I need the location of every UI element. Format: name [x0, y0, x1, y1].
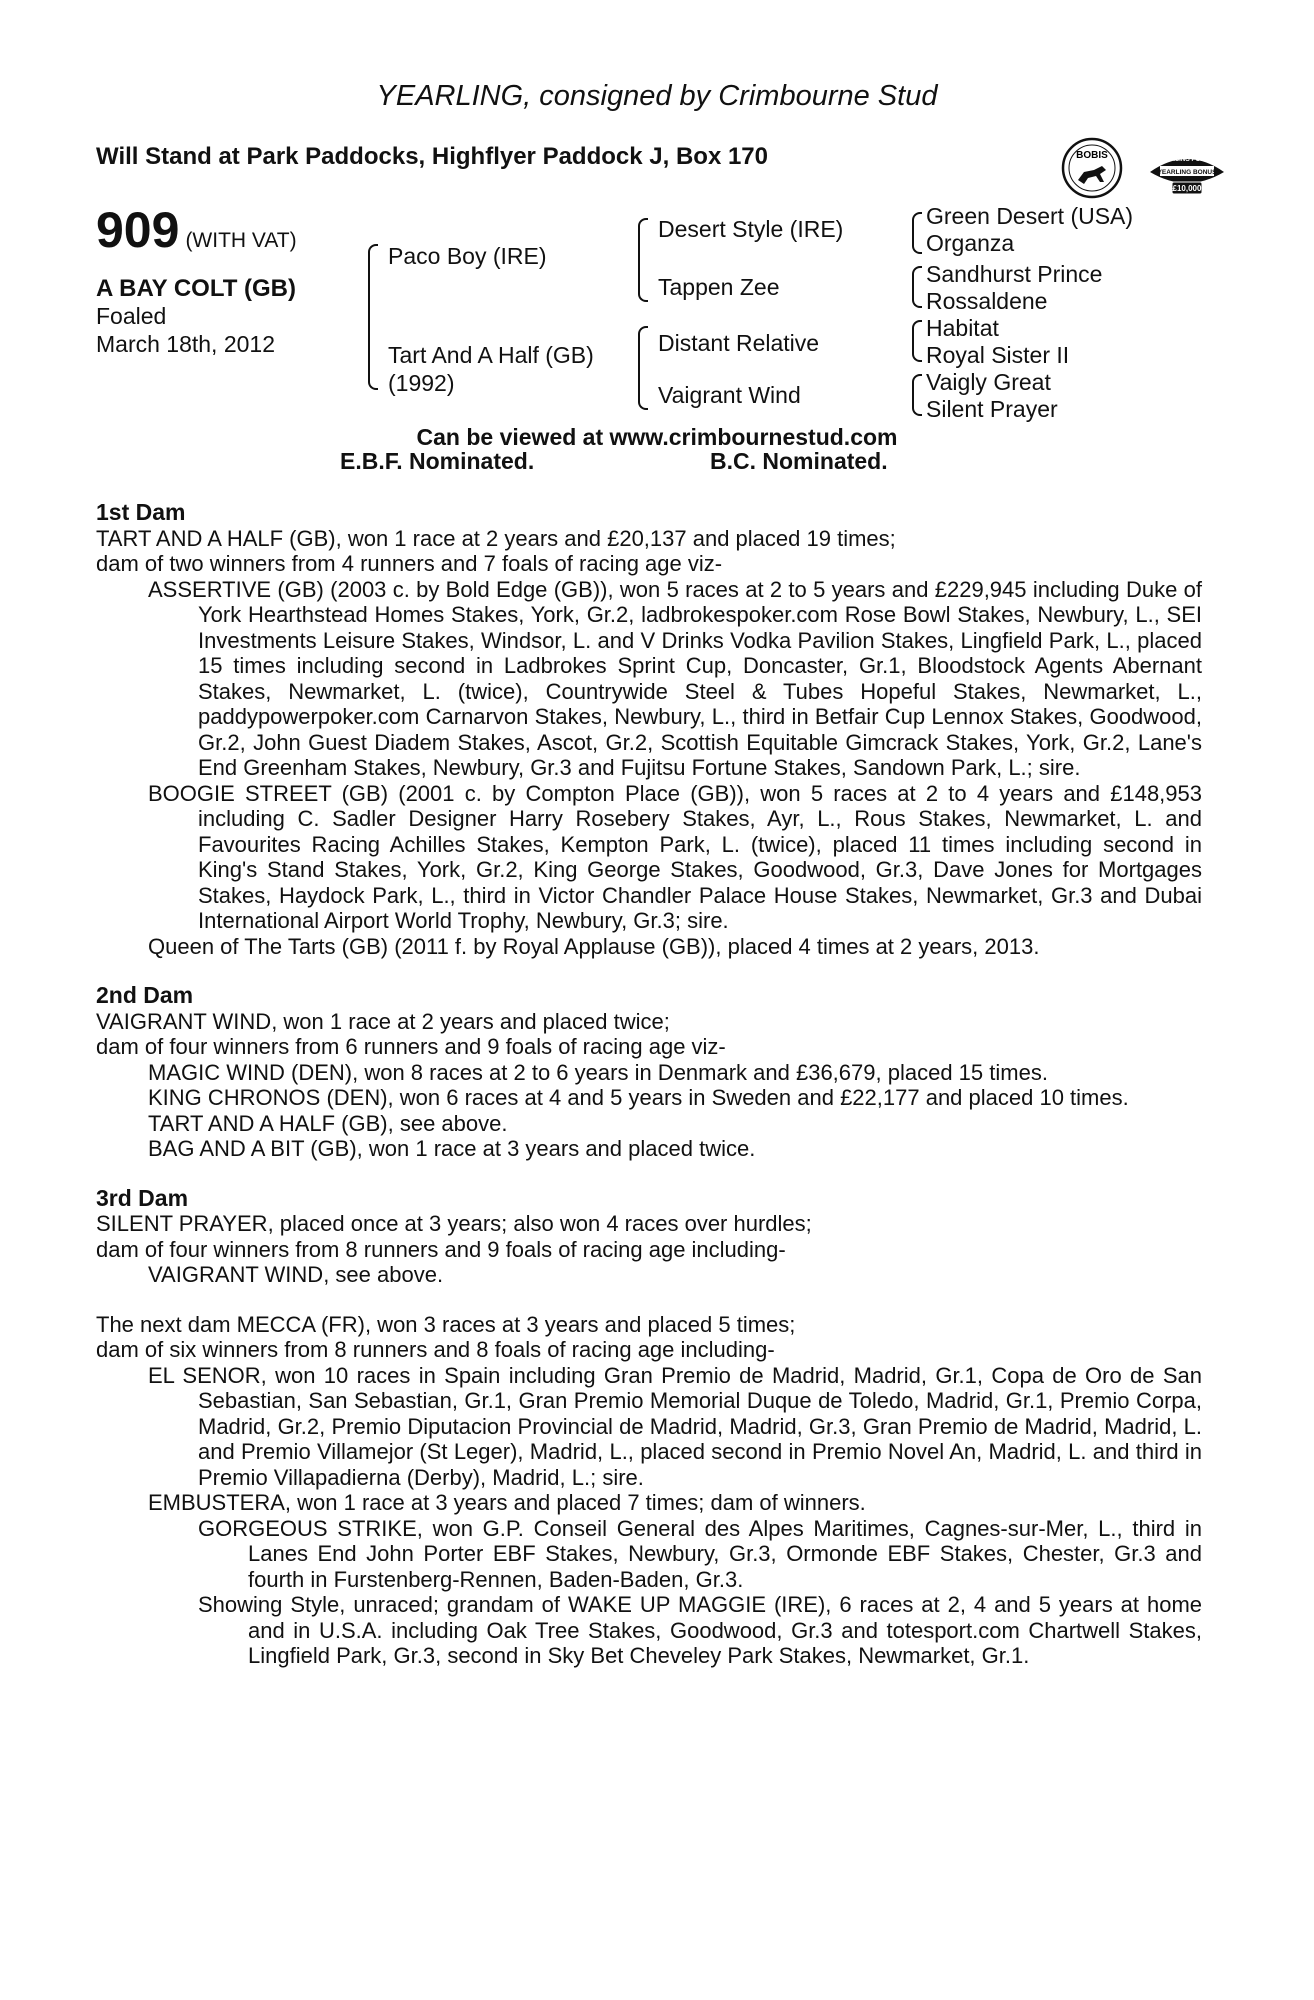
lot-number-value: 909	[96, 202, 180, 258]
bonus-amount-text: £10,000	[1172, 184, 1202, 193]
progeny-el-senor: EL SENOR, won 10 races in Spain including Gran Premio de Madrid, Madrid, Gr.1, Copa de Oro de San Sebastian, San Sebastian, Gr.1, Gran Premio Memorial Duque de Toledo, Madrid, Gr.1, Premio Corpa, Madrid, Gr.2, Premio Diputacion Provincial de Madrid, Madrid, Gr.3, Gran Premio de Madrid, Madrid, L. and Premio Villamejor (St Leger), Madrid, L., placed second in Premio Novel An, Madrid, L. and third in Premio Villapadierna (Derby), Madrid, L.; sire.	[148, 1362, 1202, 1490]
progeny-embustera: EMBUSTERA, won 1 race at 3 years and placed 7 times; dam of winners.	[148, 1490, 866, 1515]
page-header: YEARLING, consigned by Crimbourne Stud	[376, 80, 938, 112]
pedigree-g1: Green Desert (USA)	[926, 203, 1134, 229]
first-dam-line1: TART AND A HALF (GB), won 1 race at 2 years and £20,137 and placed 19 times;	[96, 525, 896, 551]
progeny-assertive: ASSERTIVE (GB) (2003 c. by Bold Edge (GB)), won 5 races at 2 to 5 years and £229,945 including Duke of York Hearthstead Homes Stakes, York, Gr.2, ladbrokespoker.com Rose Bowl Stakes, Newbury, L., SEI Investments Leisure Stakes, Windsor, L. and V Drinks Vodka Pavilion Stakes, Lingfield Park, L., placed 15 times including second in Ladbrokes Sprint Cup, Doncaster, Gr.1, Bloodstock Agents Abernant Stakes, Newmarket, L. (twice), Countrywide Steel & Tubes Hopeful Stakes, Newmarket, L., paddypowerpoker.com Carnarvon Stakes, Newbury, L., third in Betfair Cup Lennox Stakes, Goodwood, Gr.2, John Guest Diadem Stakes, Ascot, Gr.2, Scottish Equitable Gimcrack Stakes, York, Gr.2, Lane's End Greenham Stakes, Newbury, Gr.3 and Fujitsu Fortune Stakes, Sandown Park, L.; sire.	[148, 576, 1202, 780]
lot-description: A BAY COLT (GB)	[96, 275, 297, 302]
third-dam-section	[96, 1186, 1202, 1288]
ebf-nominated: E.B.F. Nominated.	[340, 448, 535, 474]
pedigree-brace-g4	[912, 374, 922, 416]
progeny-boogie-street: BOOGIE STREET (GB) (2001 c. by Compton Place (GB)), won 5 races at 2 to 4 years and £148,953 including C. Sadler Designer Harry Rosebery Stakes, Ayr, L., Rous Stakes, Newmarket, L. and Favourites Racing Achilles Stakes, Kempton Park, L. (twice), placed 11 times including second in King's Stand Stakes, York, Gr.2, King George Stakes, Goodwood, Gr.3, Dave Jones for Mortgages Stakes, Haydock Park, L., third in Victor Chandler Palace House Stakes, Newmarket, Gr.3 and Dubai International Airport World Trophy, Newbury, Gr.3; sire.	[148, 780, 1202, 933]
progeny-gorgeous-strike: GORGEOUS STRIKE, won G.P. Conseil General des Alpes Maritimes, Cagnes-sur-Mer, L., third in Lanes End John Porter EBF Stakes, Newbury, Gr.3, Ormonde EBF Stakes, Chester, Gr.3 and fourth in Furstenberg-Rennen, Baden-Baden, Gr.3.	[198, 1515, 1202, 1592]
pedigree-g8: Silent Prayer	[926, 396, 1058, 422]
pedigree-sire-sire: Desert Style (IRE)	[658, 216, 844, 242]
stand-location: Will Stand at Park Paddocks, Highflyer Paddock J, Box 170	[96, 143, 768, 170]
pedigree-dam-dam: Vaigrant Wind	[658, 382, 801, 408]
progeny-queen-of-the-tarts: Queen of The Tarts (GB) (2011 f. by Royal Applause (GB)), placed 4 times at 2 years, 2013.	[148, 933, 1040, 959]
pedigree-g5: Habitat	[926, 315, 999, 341]
pedigree-brace-g2	[912, 266, 922, 308]
pedigree-g4: Rossaldene	[926, 288, 1048, 314]
foaled-label: Foaled	[96, 303, 167, 329]
nominations	[340, 448, 888, 475]
second-dam-line2: dam of four winners from 6 runners and 9 foals of racing age viz-	[96, 1034, 726, 1059]
third-dam-line2: dam of four winners from 8 runners and 9 foals of racing age including-	[96, 1236, 786, 1262]
next-dam-section	[96, 1312, 1202, 1669]
next-dam-line1: The next dam MECCA (FR), won 3 races at 3 years and placed 5 times;	[96, 1311, 796, 1337]
second-dam-heading: 2nd Dam	[96, 982, 194, 1008]
pedigree-dam-sire: Distant Relative	[658, 330, 820, 356]
lot-number	[96, 202, 297, 258]
pedigree-g3: Sandhurst Prince	[926, 261, 1103, 287]
first-dam-line2: dam of two winners from 4 runners and 7 foals of racing age viz-	[96, 551, 723, 576]
next-dam-line2: dam of six winners from 8 runners and 8 foals of racing age including-	[96, 1337, 775, 1362]
first-dam-section	[96, 500, 1202, 959]
pedigree-brace-sire	[638, 218, 648, 302]
pedigree-brace-g3	[912, 320, 922, 362]
third-dam-line1: SILENT PRAYER, placed once at 3 years; also won 4 races over hurdles;	[96, 1211, 812, 1236]
first-dam-heading: 1st Dam	[96, 499, 186, 525]
pedigree-brace-dam	[638, 326, 648, 410]
pedigree-g6: Royal Sister II	[926, 342, 1070, 368]
viewing-website-note: Can be viewed at www.crimbournestud.com	[416, 424, 898, 450]
pedigree-dam-year: (1992)	[388, 370, 455, 396]
pedigree-g2: Organza	[926, 230, 1015, 256]
progeny-bag-and-a-bit: BAG AND A BIT (GB), won 1 race at 3 years and placed twice.	[148, 1136, 756, 1161]
progeny-magic-wind: MAGIC WIND (DEN), won 8 races at 2 to 6 years in Denmark and £36,679, placed 15 times.	[148, 1059, 1048, 1085]
foaled-date: March 18th, 2012	[96, 331, 276, 357]
racing-post-text: RACING POST	[1166, 157, 1208, 163]
pedigree-brace-main	[368, 244, 378, 390]
pedigree-brace-g1	[912, 212, 922, 254]
pedigree-dam: Tart And A Half (GB)	[388, 342, 594, 368]
pedigree-g7: Vaigly Great	[926, 369, 1051, 395]
yearling-bonus-text: YEARLING BONUS	[1157, 169, 1217, 176]
pedigree-sire: Paco Boy (IRE)	[388, 243, 547, 269]
third-dam-heading: 3rd Dam	[96, 1184, 189, 1211]
racing-post-yearling-bonus-logo	[1146, 144, 1228, 200]
bobis-logo-text: BOBIS	[1076, 150, 1108, 161]
progeny-tart-and-a-half: TART AND A HALF (GB), see above.	[148, 1110, 508, 1136]
foaled-info	[96, 302, 275, 358]
bc-nominated: B.C. Nominated.	[710, 448, 888, 474]
vat-label: (WITH VAT)	[185, 229, 297, 252]
progeny-showing-style: Showing Style, unraced; grandam of WAKE UP MAGGIE (IRE), 6 races at 2, 4 and 5 years at home and in U.S.A. including Oak Tree Stakes, Goodwood, Gr.3 and totesport.com Chartwell Stakes, Lingfield Park, Gr.3, second in Sky Bet Cheveley Park Stakes, Newmarket, Gr.1.	[198, 1592, 1202, 1668]
bobis-logo	[1060, 136, 1124, 200]
second-dam-section	[96, 983, 1202, 1162]
progeny-king-chronos: KING CHRONOS (DEN), won 6 races at 4 and 5 years in Sweden and £22,177 and placed 10 times.	[148, 1085, 1129, 1110]
pedigree-sire-dam: Tappen Zee	[658, 274, 780, 300]
progeny-vaigrant-wind: VAIGRANT WIND, see above.	[148, 1262, 444, 1287]
second-dam-line1: VAIGRANT WIND, won 1 race at 2 years and placed twice;	[96, 1008, 670, 1034]
catalogue-body	[96, 500, 1202, 1693]
